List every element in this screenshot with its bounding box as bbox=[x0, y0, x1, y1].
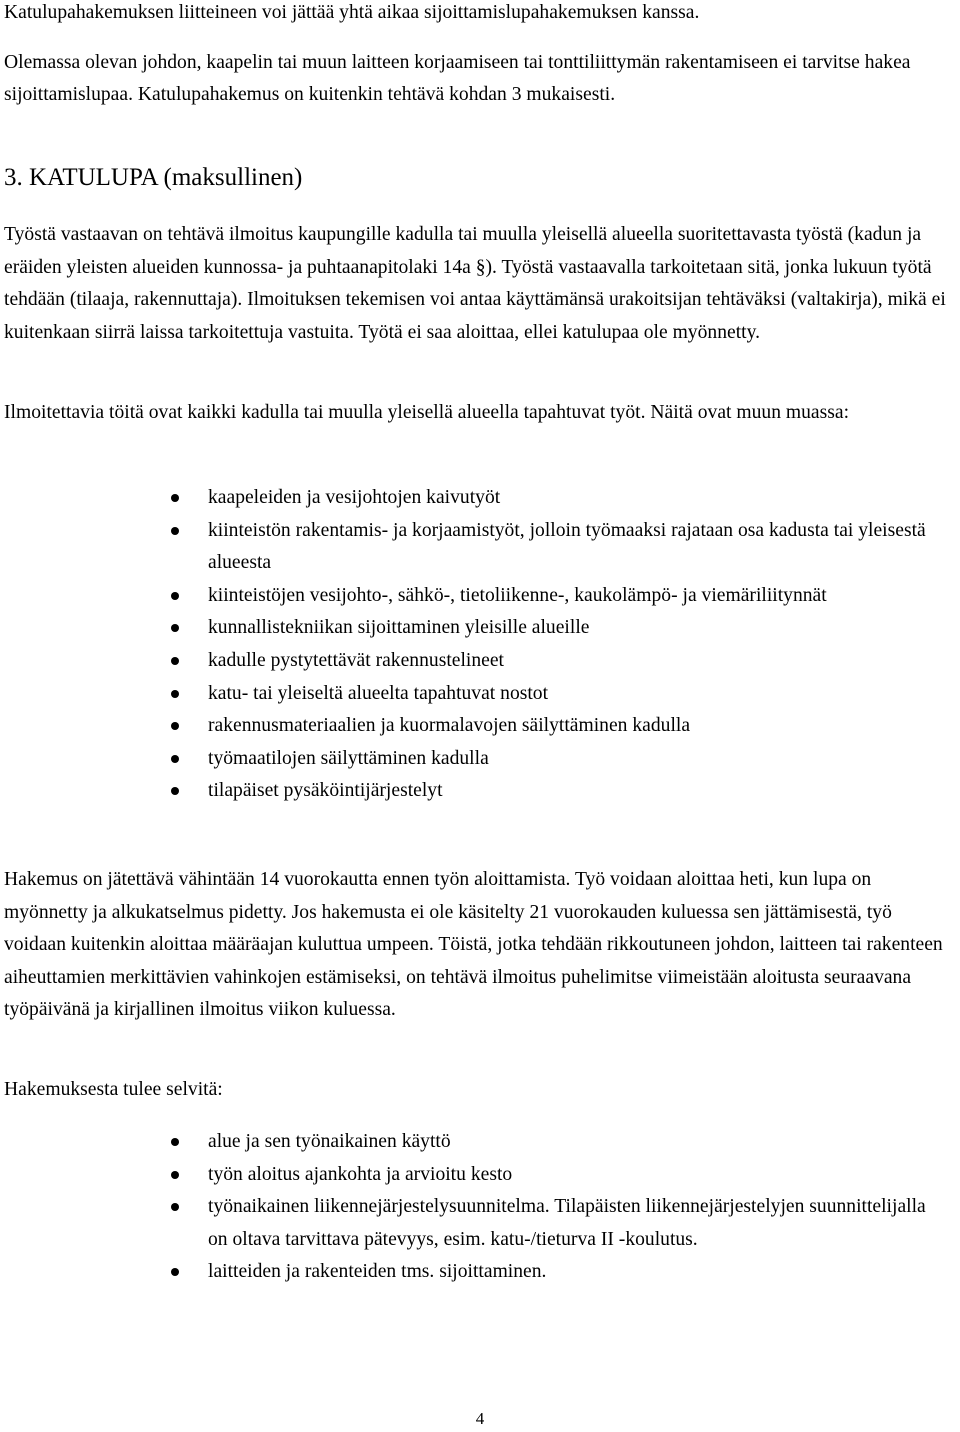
intro-paragraph-2: Olemassa olevan johdon, kaapelin tai muun laitteen korjaamiseen tai tonttiliittymän rakentamiseen ei tarvitse hakea sijoittamislupaa. Katulupahakemus on kuitenkin tehtävä kohdan 3 mukaisesti. bbox=[4, 52, 911, 105]
bullet-icon bbox=[171, 624, 179, 632]
list-item: kiinteistön rakentamis- ja korjaamistyöt, jolloin työmaaksi rajataan osa kadusta tai yleisestä alueesta bbox=[0, 515, 948, 580]
bullet-icon bbox=[171, 657, 179, 665]
list-item: työmaatilojen säilyttäminen kadulla bbox=[0, 743, 948, 776]
page-number: 4 bbox=[475, 1409, 485, 1428]
bullet-icon bbox=[171, 1171, 179, 1179]
list-item: laitteiden ja rakenteiden tms. sijoittaminen. bbox=[0, 1256, 948, 1289]
list-item: työnaikainen liikennejärjestelysuunnitelma. Tilapäisten liikennejärjestelyjen suunnittelijalla on oltava tarvittava pätevyys, esim. katu-/tieturva II -koulutus. bbox=[0, 1191, 948, 1256]
list-item: kadulle pystytettävät rakennustelineet bbox=[0, 645, 948, 678]
section-paragraph-2: Ilmoitettavia töitä ovat kaikki kadulla tai muulla yleisellä alueella tapahtuvat työt. Näitä ovat muun muassa: bbox=[4, 402, 850, 423]
list-item: tilapäiset pysäköintijärjestelyt bbox=[0, 775, 948, 808]
list-item: työn aloitus ajankohta ja arvioitu kesto bbox=[0, 1159, 948, 1192]
bullet-icon bbox=[171, 1203, 179, 1211]
application-contents-list bbox=[0, 1126, 960, 1289]
section-paragraph-4: Hakemuksesta tulee selvitä: bbox=[4, 1079, 223, 1100]
section-paragraph-3: Hakemus on jätettävä vähintään 14 vuorokautta ennen työn aloittamista. Työ voidaan aloittaa heti, kun lupa on myönnetty ja alkukatselmus pidetty. Jos hakemusta ei ole käsitelty 21 vuorokauden kuluessa sen jättämisestä, työ voidaan kuitenkin aloittaa määräajan kuluttua umpeen. Töistä, jotka tehdään rikkoutuneen johdon, laitteen tai rakenteen aiheuttamien merkittävien vahinkojen estämiseksi, on tehtävä ilmoitus puhelimitse viimeistään aloitusta seuraavana työpäivänä ja kirjallinen ilmoitus viikon kuluessa. bbox=[4, 869, 943, 1021]
bullet-icon bbox=[171, 1268, 179, 1276]
bullet-icon bbox=[171, 527, 179, 535]
bullet-icon bbox=[171, 722, 179, 730]
bullet-icon bbox=[171, 494, 179, 502]
list-item: kunnallistekniikan sijoittaminen yleisille alueille bbox=[0, 612, 948, 645]
bullet-icon bbox=[171, 592, 179, 600]
bullet-icon bbox=[171, 787, 179, 795]
bullet-icon bbox=[171, 690, 179, 698]
list-item: kiinteistöjen vesijohto-, sähkö-, tietoliikenne-, kaukolämpö- ja viemäriliitynnät bbox=[0, 580, 948, 613]
intro-paragraph-1: Katulupahakemuksen liitteineen voi jättää yhtä aikaa sijoittamislupahakemuksen kanssa. bbox=[4, 2, 700, 23]
work-types-list bbox=[0, 482, 960, 808]
section-heading: 3. KATULUPA (maksullinen) bbox=[4, 164, 303, 191]
section-paragraph-1: Työstä vastaavan on tehtävä ilmoitus kaupungille kadulla tai muulla yleisellä alueella suoritettavasta työstä (kadun ja eräiden yleisten alueiden kunnossa- ja puhtaanapitolaki 14a §). Työstä vastaavalla tarkoitetaan sitä, jonka lukuun työtä tehdään (tilaaja, rakennuttaja). Ilmoituksen tekemisen voi antaa käyttämänsä urakoitsijan tehtäväksi (valtakirja), mikä ei kuitenkaan siirrä laissa tarkoitettuja vastuita. Työtä ei saa aloittaa, ellei katulupaa ole myönnetty. bbox=[4, 224, 946, 343]
bullet-icon bbox=[171, 755, 179, 763]
bullet-icon bbox=[171, 1138, 179, 1146]
list-item: kaapeleiden ja vesijohtojen kaivutyöt bbox=[0, 482, 948, 515]
list-item: rakennusmateriaalien ja kuormalavojen säilyttäminen kadulla bbox=[0, 710, 948, 743]
list-item: alue ja sen työnaikainen käyttö bbox=[0, 1126, 948, 1159]
list-item: katu- tai yleiseltä alueelta tapahtuvat nostot bbox=[0, 678, 948, 711]
